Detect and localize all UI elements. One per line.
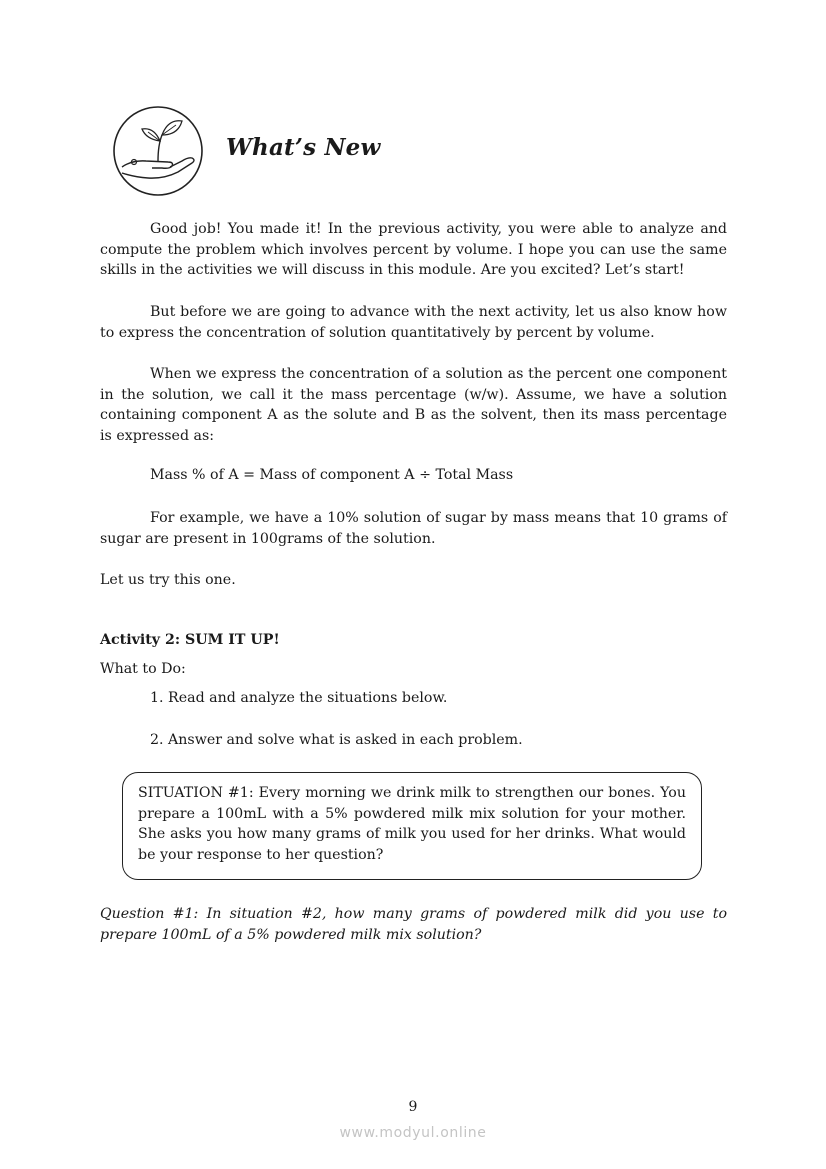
question-text: Question #1: In situation #2, how many grams of powdered milk did you use to prepare 100mL of a 5% powdered milk mix solution? xyxy=(100,906,727,943)
step-item: 2. Answer and solve what is asked in each problem. xyxy=(150,732,523,748)
concentration-paragraph: But before we are going to advance with the next activity, let us also know how to express the concentration of solution quantitatively by percent by volume. xyxy=(100,304,727,341)
section-title: What’s New xyxy=(226,134,381,161)
situation-text: SITUATION #1: Every morning we drink milk to strengthen our bones. You prepare a 100mL with a 5% powdered milk mix solution for your mother. She asks you how many grams of milk you used for her drinks. What would be your response to her question? xyxy=(138,785,686,863)
try-line: Let us try this one. xyxy=(100,572,236,588)
watermark: www.modyul.online xyxy=(339,1125,487,1141)
mass-percentage-paragraph: When we express the concentration of a solution as the percent one component in the solution, we call it the mass percentage (w/w). Assume, we have a solution containing component A as the solute and B as the solvent, then its mass percentage is expressed as: xyxy=(100,366,727,444)
page-number: 9 xyxy=(408,1099,418,1115)
example-paragraph: For example, we have a 10% solution of sugar by mass means that 10 grams of sugar are present in 100grams of the solution. xyxy=(100,510,727,547)
activity-title: Activity 2: SUM IT UP! xyxy=(100,632,280,648)
mass-percent-formula: Mass % of A = Mass of component A ÷ Total Mass xyxy=(150,467,514,483)
hand-with-seedling-icon xyxy=(112,105,204,197)
what-to-do-label: What to Do: xyxy=(100,661,186,677)
intro-paragraph: Good job! You made it! In the previous activity, you were able to analyze and compute the problem which involves percent by volume. I hope you can use the same skills in the activities we will discuss in this module. Are you excited? Let’s start! xyxy=(100,221,727,279)
step-item: 1. Read and analyze the situations below. xyxy=(150,690,448,706)
